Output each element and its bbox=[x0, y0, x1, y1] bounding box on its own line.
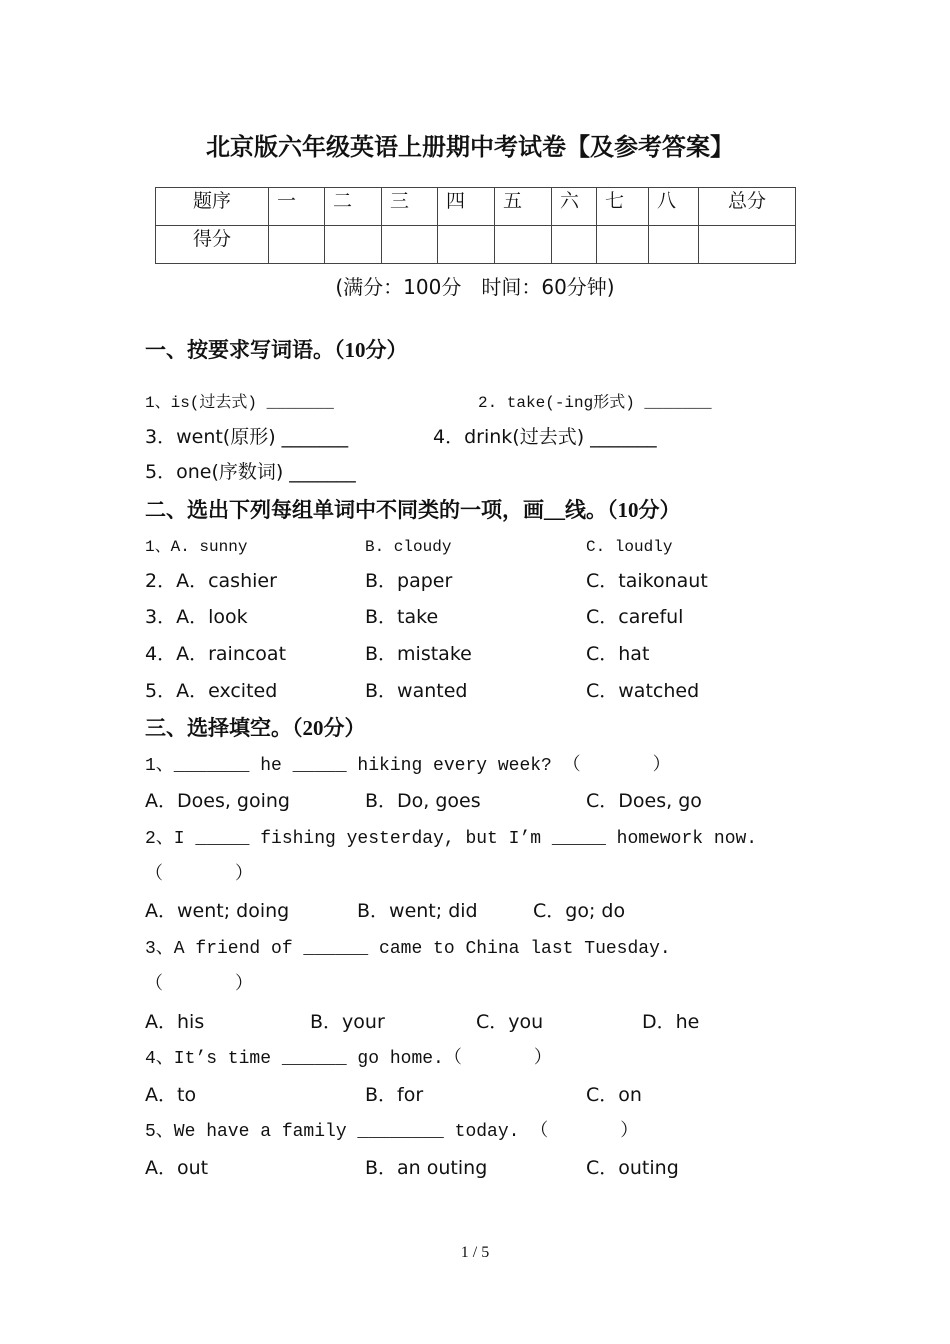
score-cell-part-3 bbox=[382, 226, 438, 264]
score-cell-part-5 bbox=[495, 226, 552, 264]
score-row-label: 得分 bbox=[156, 226, 269, 264]
exam-title: 北京版六年级英语上册期中考试卷【及参考答案】 bbox=[206, 133, 734, 161]
section-1-item-5: 5．one(序数词) _______ bbox=[145, 461, 356, 483]
option-c: C．outing bbox=[586, 1157, 679, 1179]
option-a: 5．A．excited bbox=[145, 680, 278, 702]
option-a: A．to bbox=[145, 1084, 197, 1106]
section-1-item-3: 3．went(原形) _______ bbox=[145, 426, 349, 448]
question-stem: 5、We have a family ________ today. （ ） bbox=[145, 1122, 639, 1142]
option-c: C．careful bbox=[586, 606, 684, 628]
question-stem: 4、It’s time ______ go home.（ ） bbox=[145, 1049, 552, 1069]
score-cell-part-1 bbox=[269, 226, 325, 264]
option-c: C．watched bbox=[586, 680, 700, 702]
option-a: A．went; doing bbox=[145, 900, 290, 922]
option-b: B．for bbox=[365, 1084, 424, 1106]
score-cell-part-4 bbox=[438, 226, 495, 264]
question-stem: 3、A friend of ______ came to China last Tuesday. bbox=[145, 939, 671, 959]
option-c: C．you bbox=[476, 1011, 544, 1033]
score-cell-part-8 bbox=[649, 226, 699, 264]
header-cell-part-5: 五 bbox=[495, 188, 552, 226]
option-b: B．your bbox=[310, 1011, 385, 1033]
header-cell-question-number: 题序 bbox=[156, 188, 269, 226]
score-table-header-row bbox=[156, 188, 796, 226]
header-cell-part-1: 一 bbox=[269, 188, 325, 226]
score-cell-total bbox=[699, 226, 796, 264]
section-1-item-1: 1、is(过去式) _______ bbox=[145, 394, 334, 412]
answer-blank: （ ） bbox=[145, 865, 253, 885]
score-cell-part-7 bbox=[597, 226, 649, 264]
option-a: 4．A．raincoat bbox=[145, 643, 287, 665]
option-c: C. loudly bbox=[586, 538, 673, 556]
question-stem: 2、I _____ fishing yesterday, but I’m _____ homework now. bbox=[145, 829, 758, 849]
option-c: C．taikonaut bbox=[586, 570, 708, 592]
header-cell-part-7: 七 bbox=[597, 188, 649, 226]
section-2-heading: 二、选出下列每组单词中不同类的一项，画__线。（10分） bbox=[145, 498, 681, 522]
header-cell-part-2: 二 bbox=[325, 188, 382, 226]
option-b: B．paper bbox=[365, 570, 453, 592]
option-c: C．go; do bbox=[533, 900, 626, 922]
option-b: B．went; did bbox=[357, 900, 478, 922]
question-stem: 1、_______ he _____ hiking every week? （ ） bbox=[145, 756, 671, 776]
option-a: 3．A．look bbox=[145, 606, 248, 628]
option-a: 1、A. sunny bbox=[145, 538, 248, 556]
option-a: A．Does, going bbox=[145, 790, 290, 812]
score-cell-part-6 bbox=[552, 226, 597, 264]
option-a: A．out bbox=[145, 1157, 209, 1179]
option-b: B．Do, goes bbox=[365, 790, 481, 812]
option-c: C．hat bbox=[586, 643, 650, 665]
section-1-item-2: 2. take(-ing形式) _______ bbox=[478, 394, 712, 412]
exam-info: (满分：100分 时间：60分钟) bbox=[335, 275, 615, 299]
option-c: C．Does, go bbox=[586, 790, 702, 812]
header-cell-part-4: 四 bbox=[438, 188, 495, 226]
option-d: D．he bbox=[642, 1011, 700, 1033]
section-3-heading: 三、选择填空。（20分） bbox=[145, 716, 366, 740]
option-b: B．take bbox=[365, 606, 439, 628]
option-b: B．wanted bbox=[365, 680, 468, 702]
section-1-item-4: 4．drink(过去式) _______ bbox=[433, 426, 657, 448]
section-1-heading: 一、按要求写词语。（10分） bbox=[145, 338, 408, 362]
option-a: 2．A．cashier bbox=[145, 570, 277, 592]
option-a: A．his bbox=[145, 1011, 205, 1033]
header-cell-part-3: 三 bbox=[382, 188, 438, 226]
header-cell-total: 总分 bbox=[699, 188, 796, 226]
option-b: B. cloudy bbox=[365, 538, 452, 556]
score-table bbox=[155, 187, 796, 264]
header-cell-part-6: 六 bbox=[552, 188, 597, 226]
option-c: C．on bbox=[586, 1084, 642, 1106]
page-number: 1 / 5 bbox=[460, 1244, 490, 1261]
option-b: B．an outing bbox=[365, 1157, 488, 1179]
option-b: B．mistake bbox=[365, 643, 472, 665]
header-cell-part-8: 八 bbox=[649, 188, 699, 226]
score-table-score-row bbox=[156, 226, 796, 264]
score-cell-part-2 bbox=[325, 226, 382, 264]
answer-blank: （ ） bbox=[145, 975, 253, 995]
